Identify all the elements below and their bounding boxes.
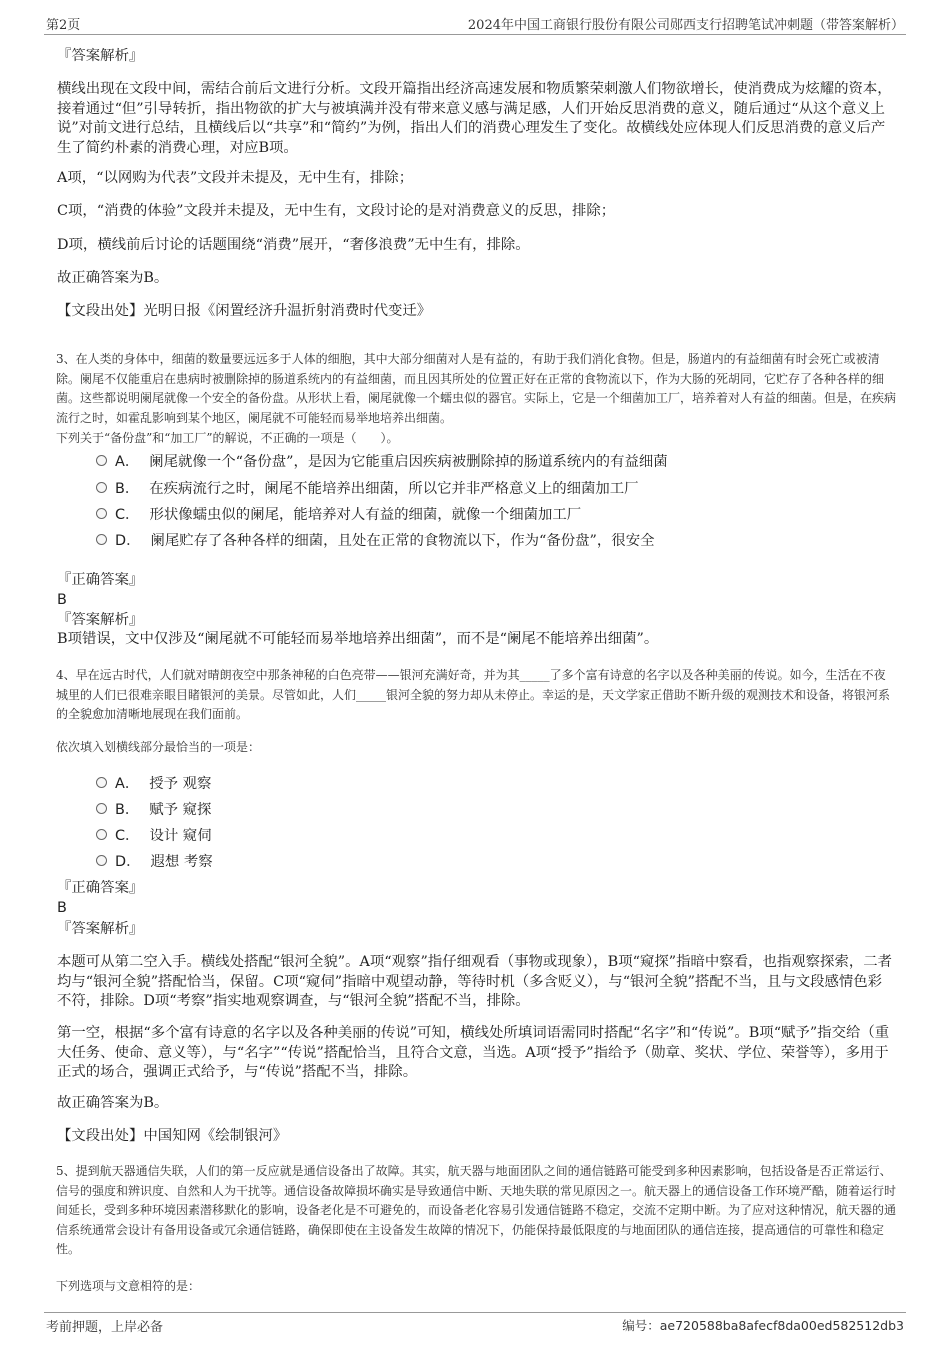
q4-stem: 4、早在远古时代，人们就对晴朗夜空中那条神秘的白色亮带——银河充满好奇，并为其_____了多个富有诗意的名字以及各种美丽的传说。如今，生活在不夜城里的人们已很难亲眼目睹银河的美景。尽管如此，人们_____银河全貌的努力却从未停止。幸运的是，天文学家正借助不断升级的观测技术和设备，将银河系的全貌愈加清晰地展现在我们面前。: [56, 668, 891, 721]
q2-analysis-paragraph: 横线出现在文段中间，需结合前后文进行分析。文段开篇指出经济高速发展和物质繁荣刺激人们物欲增长，使消费成为炫耀的资本，接着通过“但”引导转折，指出物欲的扩大与被填满并没有带来意义感与满足感，人们开始反思消费的意义，随后通过“从这个意义上说”对前文进行总结，且横线后以“共享”和“简约”为例，指出人们的消费心理发生了变化。故横线处应体现人们反思消费的意义后产生了简约朴素的消费心理，对应B项。: [57, 81, 892, 156]
page-number: 第2页: [46, 18, 81, 33]
q3-option-b[interactable]: B． 在疾病流行之时，阑尾不能培养出细菌，所以它并非严格意义上的细菌加工厂: [96, 479, 639, 499]
q4-option-a[interactable]: A． 授予 观察: [96, 774, 211, 794]
q3-option-a[interactable]: A． 阑尾就像一个“备份盘”，是因为它能重启因疾病被删除掉的肠道系统内的有益细菌: [96, 452, 668, 472]
q3-option-d[interactable]: D． 阑尾贮存了各种各样的细菌，且处在正常的食物流以下，作为“备份盘”，很安全: [96, 531, 654, 551]
q2-analysis-option-a: A项，“以网购为代表”文段并未提及，无中生有，排除；: [57, 170, 414, 186]
q4-question: 依次填入划横线部分最恰当的一项是：: [56, 740, 261, 754]
page-header: [44, 12, 906, 35]
page-footer: [44, 1312, 906, 1335]
q3-analysis-label: 『答案解析』: [57, 612, 144, 628]
q3-analysis: B项错误，文中仅涉及“阑尾就不可能轻而易举地培养出细菌”，而不是“阑尾不能培养出细菌”。: [57, 631, 659, 647]
radio-icon[interactable]: [96, 777, 107, 788]
radio-icon[interactable]: [96, 455, 107, 466]
radio-icon[interactable]: [96, 534, 107, 545]
q2-source: 【文段出处】光明日报《闲置经济升温折射消费时代变迁》: [57, 303, 432, 319]
q4-analysis-label: 『答案解析』: [57, 921, 144, 937]
q5-stem: 5、提到航天器通信失联，人们的第一反应就是通信设备出了故障。其实，航天器与地面团队之间的通信链路可能受到多种因素影响，包括设备是否正常运行、信号的强度和辨识度、自然和人为干扰等。通信设备故障损坏确实是导致通信中断、天地失联的常见原因之一。航天器上的通信设备工作环境严酷，随着运行时间延长，受到多种环境因素潜移默化的影响，设备老化是不可避免的，而设备老化容易引发通信链路不稳定，交流不定期中断。为了应对这种情况，航天器的通信系统通常会设计有备用设备或冗余通信链路，确保即使在主设备发生故障的情况下，仍能保持最低限度的与地面团队的通信连接，提高通信的可靠性和稳定性。: [56, 1164, 897, 1256]
q3-answer-label: 『正确答案』: [57, 572, 144, 588]
q3-question: 下列关于“备份盘”和“加工厂”的解说，不正确的一项是（ ）。: [56, 431, 399, 445]
q3-answer: B: [57, 592, 67, 608]
radio-icon[interactable]: [96, 855, 107, 866]
q4-analysis-paragraph-2: 第一空，根据“多个富有诗意的名字以及各种美丽的传说”可知，横线处所填词语需同时搭配“名字”和“传说”。B项“赋予”指交给（重大任务、使命、意义等），与“名字”“传说”搭配恰当，且符合文意，当选。A项“授予”指给予（勋章、奖状、学位、荣誉等），多用于正式的场合，强调正式给予，与“传说”搭配不当，排除。: [57, 1025, 890, 1080]
q2-conclusion: 故正确答案为B。: [57, 270, 169, 286]
q2-analysis-option-c: C项，“消费的体验”文段并未提及，无中生有，文段讨论的是对消费意义的反思，排除；: [57, 203, 616, 219]
footer-slogan: 考前押题，上岸必备: [46, 1320, 164, 1335]
q2-analysis-label: 『答案解析』: [57, 48, 144, 64]
radio-icon[interactable]: [96, 803, 107, 814]
document-title: 2024年中国工商银行股份有限公司郧西支行招聘笔试冲刺题（带答案解析）: [467, 18, 904, 33]
q5-question: 下列选项与文意相符的是：: [56, 1279, 201, 1293]
q4-analysis-paragraph-1: 本题可从第二空入手。横线处搭配“银河全貌”。A项“观察”指仔细观看（事物或现象），B项“窥探”指暗中察看，也指观察探索，二者均与“银河全貌”搭配恰当，保留。C项“窥伺”指暗中观望动静，等待时机（多含贬义），与“银河全貌”搭配不当，且与文段感情色彩不符，排除。D项“考察”指实地观察调查，与“银河全貌”搭配不当，排除。: [57, 954, 893, 1009]
q4-source: 【文段出处】中国知网《绘制银河》: [57, 1128, 288, 1144]
q3-option-c[interactable]: C． 形状像蠕虫似的阑尾，能培养对人有益的细菌，就像一个细菌加工厂: [96, 505, 581, 525]
radio-icon[interactable]: [96, 829, 107, 840]
document-code: 编号：ae720588ba8afecf8da00ed582512db3: [622, 1318, 904, 1333]
q4-option-b[interactable]: B． 赋予 窥探: [96, 800, 211, 820]
radio-icon[interactable]: [96, 508, 107, 519]
q4-conclusion: 故正确答案为B。: [57, 1095, 169, 1111]
q4-option-d[interactable]: D． 遐想 考察: [96, 852, 213, 872]
q2-analysis-option-d: D项，横线前后讨论的话题围绕“消费”展开，“奢侈浪费”无中生有，排除。: [57, 237, 530, 253]
radio-icon[interactable]: [96, 482, 107, 493]
q4-option-c[interactable]: C． 设计 窥伺: [96, 826, 212, 846]
q3-stem: 3、在人类的身体中，细菌的数量要远远多于人体的细胞，其中大部分细菌对人是有益的，有助于我们消化食物。但是，肠道内的有益细菌有时会死亡或被清除。阑尾不仅能重启在患病时被删除掉的肠道系统内的有益细菌，而且因其所处的位置正好在正常的食物流以下，作为大肠的死胡同，它贮存了各种各样的细菌。这些都说明阑尾就像一个安全的备份盘。从形状上看，阑尾就像一个蠕虫似的器官。实际上，它是一个细菌加工厂，培养着对人有益的细菌。但是，在疾病流行之时，如霍乱影响到某个地区，阑尾就不可能轻而易举地培养出细菌。: [56, 352, 897, 425]
q4-answer: B: [57, 900, 67, 916]
q4-answer-label: 『正确答案』: [57, 880, 144, 896]
